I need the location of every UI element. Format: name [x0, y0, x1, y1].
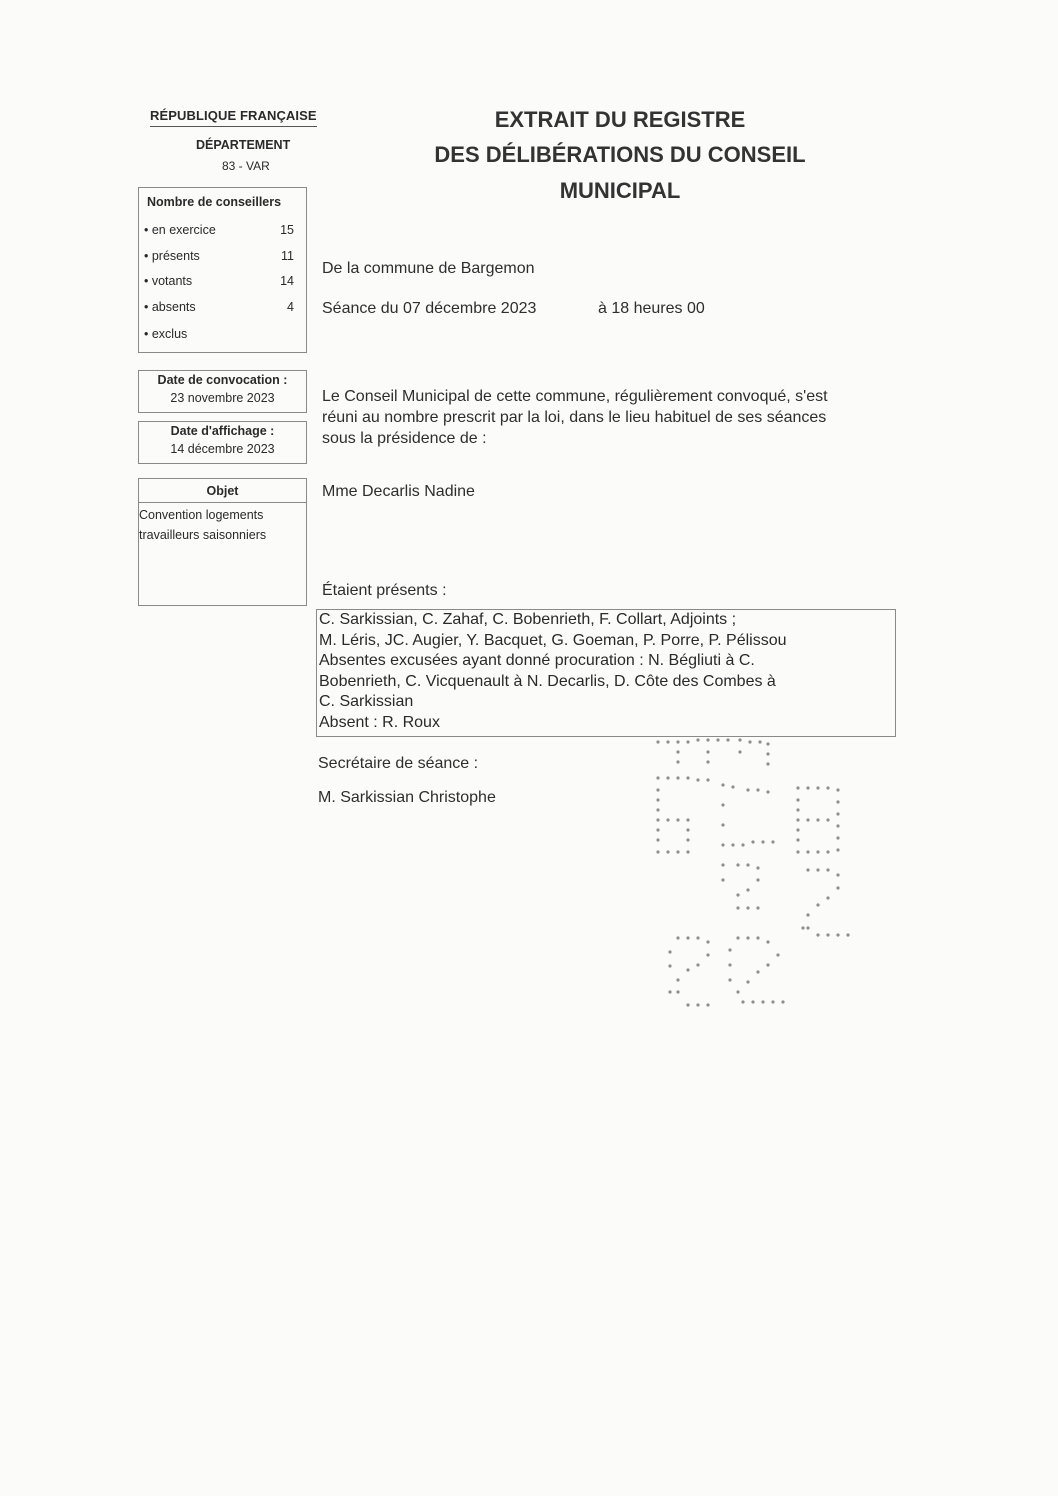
- presents-line: Bobenrieth, C. Vicquenault à N. Decarlis, D. Côte des Combes à: [319, 672, 776, 690]
- intro-line-2: réuni au nombre prescrit par la loi, dans le lieu habituel de ses séances: [322, 409, 827, 426]
- count-value: 14: [280, 274, 294, 288]
- perforated-date-stamp-icon: [648, 730, 858, 1015]
- date-affichage-label: Date d'affichage :: [170, 424, 275, 438]
- date-affichage-box: [138, 421, 307, 464]
- presents-line: M. Léris, JC. Augier, Y. Bacquet, G. Goeman, P. Porre, P. Pélissou: [319, 631, 787, 649]
- republique-francaise: RÉPUBLIQUE FRANÇAISE: [150, 108, 317, 127]
- count-value: 11: [281, 249, 294, 263]
- president-name: Mme Decarlis Nadine: [322, 483, 475, 500]
- secretaire-name: M. Sarkissian Christophe: [318, 789, 496, 806]
- departement-value: 83 - VAR: [222, 159, 270, 173]
- objet-text-line-2: travailleurs saisonniers: [139, 528, 267, 542]
- seance-heure: à 18 heures 00: [598, 300, 705, 317]
- presents-line: C. Sarkissian, C. Zahaf, C. Bobenrieth, F. Collart, Adjoints ;: [319, 611, 737, 628]
- count-label: • présents: [144, 249, 200, 263]
- presents-line: Absentes excusées ayant donné procuration : N. Bégliuti à C.: [319, 652, 755, 669]
- count-value: 4: [287, 300, 294, 314]
- count-value: 15: [280, 223, 294, 237]
- count-label: • votants: [144, 274, 193, 288]
- document-title-line-3: MUNICIPAL: [559, 178, 681, 203]
- objet-label: Objet: [206, 484, 239, 498]
- presents-line: C. Sarkissian: [319, 693, 414, 710]
- conseillers-title: Nombre de conseillers: [147, 195, 282, 209]
- objet-text-line-1: Convention logements: [139, 508, 264, 522]
- objet-divider: [139, 502, 306, 503]
- departement-label: DÉPARTEMENT: [196, 138, 291, 152]
- intro-line-3: sous la présidence de :: [322, 430, 487, 447]
- count-label: • absents: [144, 300, 196, 314]
- date-convocation-label: Date de convocation :: [157, 373, 288, 387]
- document-title-line-1: EXTRAIT DU REGISTRE: [494, 107, 746, 132]
- count-label: • en exercice: [144, 223, 216, 237]
- presents-box: [316, 609, 896, 737]
- presents-label: Étaient présents :: [322, 582, 447, 599]
- date-convocation-value: 23 novembre 2023: [170, 391, 275, 405]
- seance-date: Séance du 07 décembre 2023: [322, 300, 537, 317]
- document-title-line-2: DES DÉLIBÉRATIONS DU CONSEIL: [434, 142, 806, 167]
- conseillers-count-box: [138, 187, 307, 353]
- intro-line-1: Le Conseil Municipal de cette commune, régulièrement convoqué, s'est: [322, 388, 828, 405]
- secretaire-label: Secrétaire de séance :: [318, 755, 479, 772]
- date-convocation-box: [138, 370, 307, 413]
- count-label: • exclus: [144, 327, 188, 341]
- commune-line: De la commune de Bargemon: [322, 260, 535, 277]
- presents-line: Absent : R. Roux: [319, 713, 440, 731]
- date-affichage-value: 14 décembre 2023: [170, 442, 275, 456]
- objet-box: [138, 478, 307, 606]
